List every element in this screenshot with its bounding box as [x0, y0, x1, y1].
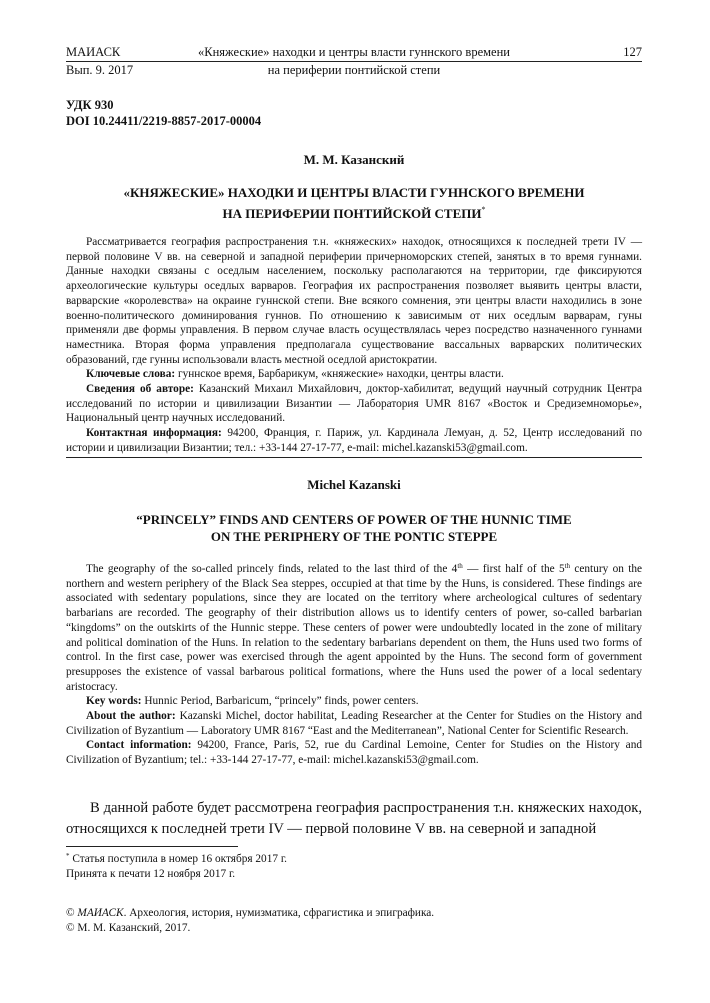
journal-page	[66, 0, 642, 1003]
author-name-ru: М. М. Казанский	[303, 152, 405, 167]
running-header	[66, 44, 642, 80]
abstract-en	[66, 562, 642, 768]
keywords-ru: Ключевые слова: гуннское время, Барбарикум, «княжеские» находки, центры власти.	[86, 368, 504, 381]
title-ru-line2: НА ПЕРИФЕРИИ ПОНТИЙСКОЙ СТЕПИ*	[222, 205, 486, 221]
footnote-marker: *	[481, 205, 486, 214]
body-paragraph: В данной работе будет рассмотрена география распространения т.н. княжеских находок, относящихся к последней трети IV — первой половине V вв. на северной и западной	[66, 800, 642, 837]
title-en-line1: “PRINCELY” FINDS AND CENTERS OF POWER OF THE HUNNIC TIME	[136, 512, 572, 527]
abstract-en-text: The geography of the so-called princely finds, related to the last third of the 4th — first half of the 5th century on the northern and western periphery of the Black Sea steppes, occupied at that time by the Huns, is considered. These findings are associated with sedentary populations, since they are located on the territory where archeological cultures of sedentary barbarians are recorded. The geography of their distribution allows us to identify centers of power, so-called barbarian “kingdoms” on the outskirts of the Hunnic steppe. These centers of power were undoubtedly located in the zone of military and political domination of the Huns. In relation to the sedentary barbarians dependent on them, the Huns used two forms of control. In the first case, power was exercised through the agent appointed by the Huns. The second form of government presupposes the existence of vassal barbarous political formations, where the Huns used the power of a local sedentary aristocracy.	[66, 562, 642, 693]
contact-info-ru: Контактная информация: 94200, Франция, г. Париж, ул. Кардинала Лемуан, д. 52, Центр исследований по истории и цивилизации Византии; тел.: +33-144 27-17-77, e-mail: michel.kazanski53@gmail.com.	[66, 427, 642, 454]
contact-info-en: Contact information: 94200, France, Paris, 52, rue du Cardinal Lemoine, Center for Studies on the History and Civilization of Byzantium; tel.: +33-144 27-17-77, e-mail: michel.kazanski53@gmail.com.	[66, 739, 642, 767]
page-number: 127	[623, 45, 642, 59]
copyright-journal: © МАИАСК. Археология, история, нумизматика, сфрагистика и эпиграфика.	[66, 907, 435, 919]
article-title-en	[66, 511, 642, 545]
abstract-ru	[66, 235, 642, 456]
title-en-line2: ON THE PERIPHERY OF THE PONTIC STEPPE	[210, 529, 498, 544]
footnotes	[66, 852, 642, 881]
article-title-ru	[66, 184, 642, 222]
issue-info: Вып. 9. 2017	[66, 63, 134, 77]
keywords-en: Key words: Hunnic Period, Barbaricum, “princely” finds, power centers.	[86, 695, 419, 708]
identifiers	[66, 97, 261, 129]
copyright-block	[66, 906, 642, 935]
udk-code: УДК 930	[66, 98, 114, 112]
doi-code: DOI 10.24411/2219-8857-2017-00004	[66, 114, 262, 128]
section-divider	[66, 457, 642, 458]
author-name-en: Michel Kazanski	[307, 477, 401, 492]
footnote-rule	[66, 846, 238, 847]
running-title-line1: «Княжеские» находки и центры власти гуннского времени	[198, 45, 510, 59]
about-author-ru: Сведения об авторе: Казанский Михаил Михайлович, доктор-хабилитат, ведущий научный сотрудник Центра исследований по истории и цивилизации Византии — Лаборатория UMR 8167 «Восток и Средиземноморье», Национальный центр научных исследований.	[66, 383, 642, 425]
main-text	[66, 798, 642, 840]
about-author-en: About the author: Kazanski Michel, doctor habilitat, Leading Researcher at the Center for Studies on the History and Civilization of Byzantium — Laboratory UMR 8167 “East and the Mediterranean”, National Center for Scientific Research.	[66, 710, 642, 737]
title-ru-line1: «КНЯЖЕСКИЕ» НАХОДКИ И ЦЕНТРЫ ВЛАСТИ ГУННСКОГО ВРЕМЕНИ	[123, 185, 585, 200]
copyright-author: © М. М. Казанский, 2017.	[66, 921, 191, 934]
journal-name: МАИАСК	[66, 45, 121, 59]
footnote-accepted: Принята к печати 12 ноября 2017 г.	[66, 867, 236, 880]
footnote-received: * Статья поступила в номер 16 октября 2017 г.	[66, 852, 287, 865]
running-title-line2: на периферии понтийской степи	[267, 63, 441, 77]
abstract-ru-text: Рассматривается география распространения т.н. «княжеских» находок, относящихся к последней трети IV — первой половине V вв. на северной и западной периферии причерноморских степей, занятых в то время гуннами. Данные находки связаны с оседлым населением, поскольку располагаются на территории, где фиксируются археологические культуры оседлых варваров. География их распространения позволяет выявить центры власти, варварские «королевства» на окраине гуннской степи. Вне всякого сомнения, эти центры власти находились в зоне военно-политического доминирования гуннов. По отношению к зависимым от них оседлым варварам, гуны применяли две формы управления. В первом случае власть осуществлялась через посредство назначенного гуннами наместника. Вторая форма управления предполагала существование вассальных варварских политических образований, где гунны использовали власть местной оседлой аристократии.	[66, 236, 642, 366]
